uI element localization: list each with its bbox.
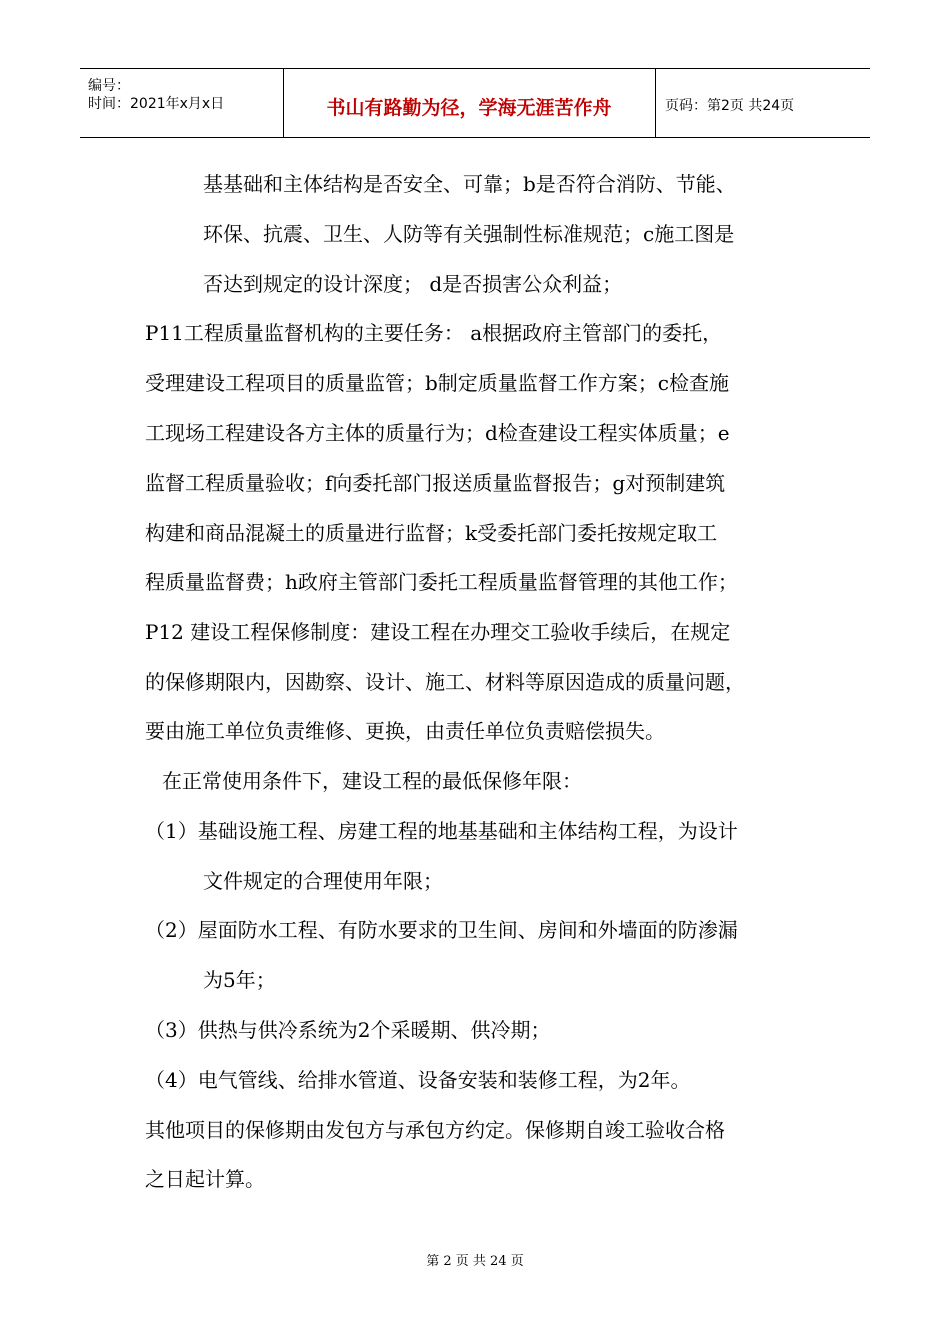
body-line: 之日起计算。 xyxy=(145,1167,265,1191)
body-line: 其他项目的保修期由发包方与承包方约定。保修期自竣工验收合格 xyxy=(145,1118,725,1142)
body-line: （1）基础设施工程、房建工程的地基基础和主体结构工程，为设计 xyxy=(145,819,738,843)
body-line: 监督工程质量验收；f向委托部门报送质量监督报告；g对预制建筑 xyxy=(145,471,726,495)
body-line: P11工程质量监督机构的主要任务： a根据政府主管部门的委托， xyxy=(145,321,723,345)
body-line: 工现场工程建设各方主体的质量行为；d检查建设工程实体质量；e xyxy=(145,421,730,445)
document-number-label: 编号： xyxy=(88,78,130,94)
body-line: 程质量监督费；h政府主管部门委托工程质量监督管理的其他工作； xyxy=(145,570,738,594)
header-info-cell xyxy=(80,69,284,137)
header-page-cell xyxy=(655,69,870,137)
body-line: P12 建设工程保修制度：建设工程在办理交工验收手续后，在规定 xyxy=(145,620,731,644)
header-page-number: 页码：第2页 共24页 xyxy=(665,98,795,114)
body-line: 构建和商品混凝土的质量进行监督；k受委托部门委托按规定取工 xyxy=(145,521,718,545)
page-footer: 第 2 页 共 24 页 xyxy=(426,1254,524,1269)
body-line: 为5年； xyxy=(203,968,276,992)
body-line: （4）电气管线、给排水管道、设备安装和装修工程，为2年。 xyxy=(145,1068,691,1092)
header-motto-cell xyxy=(283,69,656,137)
page-header xyxy=(80,68,870,138)
body-line: 基基础和主体结构是否安全、可靠；b是否符合消防、节能、 xyxy=(203,172,736,196)
body-line: （2）屋面防水工程、有防水要求的卫生间、房间和外墙面的防渗漏 xyxy=(145,918,738,942)
body-line: 的保修期限内，因勘察、设计、施工、材料等原因造成的质量问题， xyxy=(145,670,745,694)
body-line: 在正常使用条件下，建设工程的最低保修年限： xyxy=(162,769,582,793)
document-date-label: 时间：2021年x月x日 xyxy=(88,96,225,112)
header-motto: 书山有路勤为径，学海无涯苦作舟 xyxy=(326,97,612,119)
body-line: 要由施工单位负责维修、更换，由责任单位负责赔偿损失。 xyxy=(145,719,665,743)
body-line: （3）供热与供冷系统为2个采暖期、供冷期； xyxy=(145,1018,551,1042)
body-line: 文件规定的合理使用年限； xyxy=(203,869,443,893)
body-line: 受理建设工程项目的质量监管；b制定质量监督工作方案；c检查施 xyxy=(145,371,730,395)
body-line: 环保、抗震、卫生、人防等有关强制性标准规范；c施工图是 xyxy=(203,222,735,246)
body-line: 否达到规定的设计深度； d是否损害公众利益； xyxy=(203,272,623,296)
